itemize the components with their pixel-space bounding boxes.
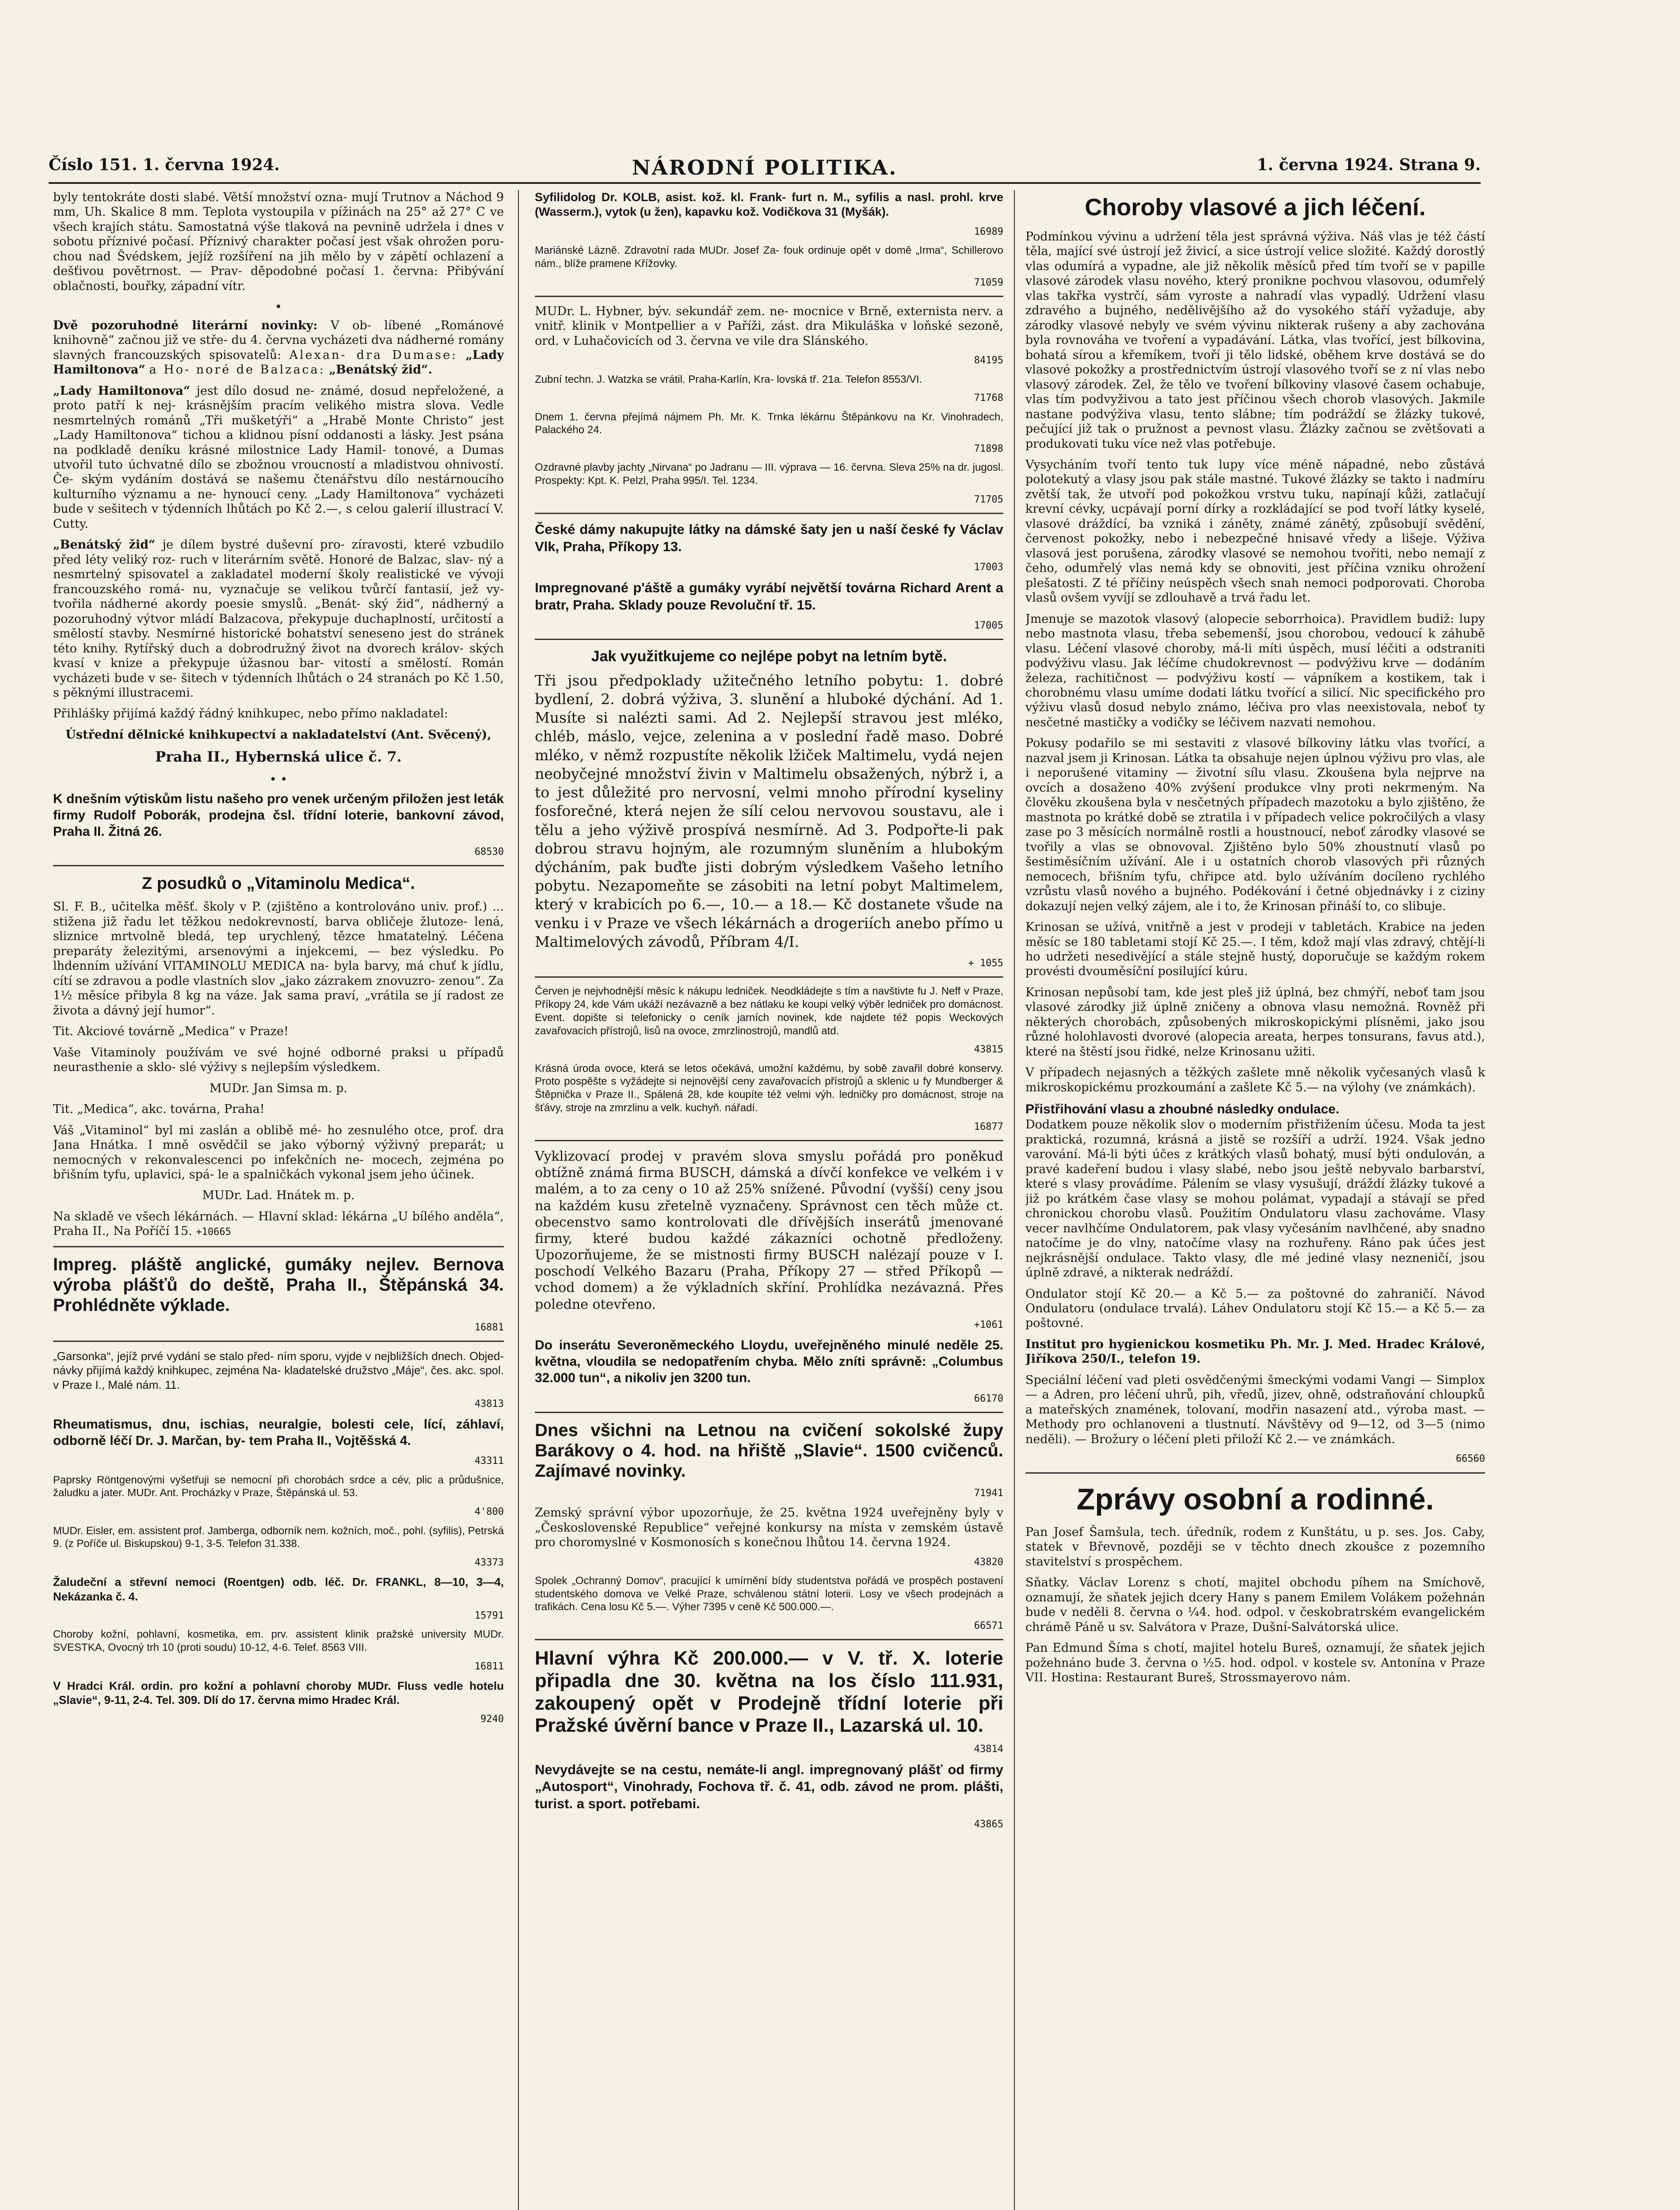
ad-rule bbox=[535, 1639, 1003, 1640]
separator-dot: • • bbox=[269, 773, 288, 787]
article-paragraph: Krinosan nepůsobí tam, kde jest pleš již úplná, bez chmýří, neboť tam jsou vlasové zárodky již úplně zničeny a obnova vlasu nemožná. Rovněž při některých chorobách, způsobených mikroskopickými plísněmi, jako jsou různé holohlavosti dvorové (alopecia areata, herpes tonsurans, favus atd.), které na štěstí jsou řidké, nelze Krinosanu užiti. bbox=[1025, 985, 1485, 1059]
ad-arent-code: 17005 bbox=[974, 620, 1003, 632]
column-divider bbox=[1014, 190, 1015, 2210]
vitaminol-addressee-1: Tit. Akciové továrně „Medica“ v Praze! bbox=[53, 1025, 289, 1039]
ad-lloyd bbox=[535, 1337, 1003, 1405]
ad-lednicky-code: 43815 bbox=[974, 1044, 1003, 1055]
ad-rheuma bbox=[53, 1416, 504, 1467]
ad-spolek bbox=[535, 1574, 1003, 1632]
ad-zaludecni-code: 15791 bbox=[474, 1610, 504, 1621]
ad-rontgen-text: Paprsky Röntgenovými vyšetřuji se nemocní při chorobách srdce a cév, plic a průdušnice, žaludku a jater. MUDr. Ant. Procházky v Praze, Štěpánská ul. 53. bbox=[53, 1474, 504, 1499]
ad-vyklizovaci-prodej: Vyklizovací prodej v pravém slova smyslu pořádá pro poněkud obtížně známá firma BUSCH, dámská a dívčí konfekce ve velkém i v malém, a to za ceny o 10 až 25% snížené. Původní (vyšší) ceny jsou na každém kusu zřetelně vyznačeny. Správnost cen těch může ct. obecenstvo samo kontrolovati dle dřívějších inserátů jmenované firmy, které budou každé zákazníci ochotně předloženy. Upozorňujeme, že se mistnosti firmy BUSCH nalézají pouze v I. poschodí Velkého Bazaru (Praha, Příkopy 27 — střed Příkopů — vchod domem) a že výkladních skříní. Prohlídka nezávazná. Přes poledne otevřeno. bbox=[535, 1148, 1003, 1312]
author-balzac: a Ho- noré de Balzaca: bbox=[149, 363, 325, 377]
ad-impreg-code: 16881 bbox=[474, 1322, 504, 1333]
ad-nirvana-text: Ozdravné plavby jachty „Nirvana“ po Jadranu — III. výprava — 16. června. Sleva 25% na dr. jugosl. Prospekty: Kpt. K. Pelzl, Praha 995/I. Tel. 1234. bbox=[535, 461, 1003, 487]
column-1 bbox=[53, 190, 504, 2210]
publisher-name: Ústřední dělnické knihkupectví a nakladatelství (Ant. Svěcený), bbox=[65, 728, 491, 742]
maltimel-text: Tři jsou předpoklady užitečného letního pobytu: 1. dobré bydlení, 2. dobrá výživa, 3. slunění a hluboké dýchání. Ad 1. Musíte si nalézti sami. Ad 2. Nejlepší stravou jest mléko, chléb, máslo, vejce, zelenina a v poslední řadě maso. Dobré mléko, v němž rozpustíte několik lžiček Maltimelu, vydá nejen neobyčejné množství živin v Maltimelu obsažených, nýbrž i, a to jest důležité pro nervosní, velmi mnoho přírodní kyseliny fosforečné, která nejen že sílí celou nervovou soustavu, ale i tělu a jeho výživě prospívá nesmírně. Ad 3. Podpořte-li pak dobrou stravu hojným, ale rozumným sluněním a hlubokým dýcháním, pak buďte jisti dobrým výsledkem Vašeho letního pobytu. Nezapomeňte se zásobiti na letní pobyt Maltimelem, který v krabicích po 6.—, 10.— a 18.— Kč dostanete všude na venku i v Praze ve všech lékárnách a drogeriích anebo přímo u Maltimelových závodů, Příbram 4/I. bbox=[535, 671, 1003, 950]
ad-rontgen-code: 4'800 bbox=[474, 1506, 504, 1518]
ad-hybner-code: 84195 bbox=[974, 355, 1003, 366]
ad-kolb-text: Syfilidolog Dr. KOLB, asist. kož. kl. Frank- furt n. M., syfilis a nasl. prohl. krve (Wasserm.), vytok (u žen), kapavku kož. Vodičkova 31 (Myšák). bbox=[535, 191, 1003, 219]
ad-slavie bbox=[535, 1420, 1003, 1499]
ondulace-paragraph: Dodatkem pouze několik slov o moderním přistřižením účesu. Moda ta jest praktická, rozumná, krásná a jistě se rozšíří a udrží. 1924. Však jedno varování. Má-li býti účes z krátkých vlasů bohatý, musí býti ondulován, a pravé kadeření budou i vlasy slabé, nebo jsou ještě nebyvalo barbarství, které s vlasy provádíme. Pálením se vlasy vysušují, dráždí žlázky tukové a již po krátkém čase vlasy se mohou polámat, vypadají a stávají se před chronickou chorobu vlasů. Použitím Ondulatoru vlasu zachováme. Vlasy vecer navlhčíme Ondulatorem, pak vlasy vyčesáním navlhčené, aby snadno natočíme je do vlny, natočíme vlasy na rozhuřeny. Ráno pak účes jest nejkrásnější ondulace. Takto vlasy, dle mé jediné vlasy nezneničí, jsou úplně zdravé, a nikterak nedráždí. bbox=[1025, 1118, 1485, 1280]
zpravy-paragraph: Sňatky. Václav Lorenz s chotí, majitel obchodu píhem na Smíchově, oznamují, že sňatek jejich dcery Hany s panem Emilem Volákem požehnán bude v neděli 8. června o ¼4. hod. odpol. v českobratrském evangelickém chrámě Páně u sv. Salvátora v Praze, Dušní-Salvátorská ulice. bbox=[1025, 1576, 1485, 1634]
ad-eisler-text: MUDr. Eisler, em. assistent prof. Jamberga, odborník nem. kožních, moč., pohl. (syfilis), Petrská 9. (z Poříče ul. Biskupskou) 9-1, 3-5. Telefon 31.338. bbox=[53, 1524, 504, 1550]
subscription-note: Přihlášky přijímá každý řádný knihkupec, nebo přímo nakladatel: bbox=[53, 707, 448, 721]
article-paragraph: Pokusy podařilo se mi sestaviti z vlasové bílkoviny látku vlas tvořící, a nazval jsem ji Krinosan. Látka ta obsahuje nejen úplnou výživu pro vlas, ale i neporušené vitaminy — životní sílu vlasu. Zkoušena byla nejprve na ovcích a dosaženo 40% zvýšení produkce vlny proti nekrmeným. Na člověku zkoušena byla v nesčetných případech mazotoku a bylo zjištěno, že mastnota po krátké době se ztratila i v případech velice pokročilých a vlasy zase po 3 měsících normálně rostli a houstnoucí, neboť zárodky vlasové se tvořily a vlas se obnovoval. Zjištěno bylo 50% zhoustnutí vlasů po šestiměsíčním užívání. Ale i u ostatních chorob vlasových při různých nemocech, břišním tyfu, chřipce atd. bylo užíváním docíleno rychlého vzrůstu vlasů nového a bujného. Podékování i četné objednávky i z ciziny dokazují nejen velký zájem, ale i to, že Krinosan přináší to, co slibuje. bbox=[1025, 736, 1485, 913]
ad-arent bbox=[535, 579, 1003, 632]
vitaminol-signature-1: MUDr. Jan Simsa m. p. bbox=[210, 1081, 347, 1095]
ad-ceske-damy-code: 17003 bbox=[974, 562, 1003, 573]
ad-lazne-code: 71059 bbox=[974, 277, 1003, 288]
ad-lekarna-code: 71898 bbox=[974, 443, 1003, 455]
ondulace-heading: Přistřihování vlasu a zhoubné následky ondulace. bbox=[1025, 1102, 1340, 1117]
ad-lekarna-text: Dnem 1. června přejímá nájmem Ph. Mr. K. Trnka lékárnu Štěpánkovu na Kr. Vinohradech, Palackého 24. bbox=[535, 411, 1003, 436]
vitaminol-addressee-2: Tit. „Medica“, akc. továrna, Praha! bbox=[53, 1102, 265, 1116]
book-title-zid: „Benátský žid“. bbox=[329, 363, 432, 377]
column-2 bbox=[535, 190, 1003, 2210]
vitaminol-signature-2: MUDr. Lad. Hnátek m. p. bbox=[202, 1189, 355, 1203]
vitaminol-code: +10665 bbox=[196, 1227, 231, 1238]
ad-lloyd-code: 66170 bbox=[974, 1393, 1003, 1404]
ad-zaludecni-text: Žaludeční a střevní nemoci (Roentgen) odb. léč. Dr. FRANKL, 8—10, 3—4, Nekázanka č. 4. bbox=[53, 1575, 504, 1603]
ad-rontgen bbox=[53, 1474, 504, 1518]
ad-spolek-code: 66571 bbox=[974, 1620, 1003, 1632]
ad-zaludecni bbox=[53, 1575, 504, 1622]
literary-news bbox=[53, 318, 504, 377]
header-masthead: NÁRODNÍ POLITIKA. bbox=[632, 156, 898, 179]
vitaminol-letter-2: Váš „Vitaminol“ byl mi zaslán a oblibě mé- ho zesnulého otce, prof. dra Jana Hnátka. I mně osvědčil se jako výborný výživný preparát; u nemocných v rekonvalescenci po infekčních ne- mocech, zejména po břišním tyfu, uplavici, spá- le a spalničkách vykonal jsem jeho účinek. bbox=[53, 1123, 504, 1181]
ad-hlavni-vyhra-text: Hlavní výhra Kč 200.000.— v V. tř. X. loterie připadla dne 30. května na los číslo 111.931, zakoupený opět v Prodejně třídní loterie při Pražské úvěrní bance v Praze II., Lazarská ul. 10. bbox=[535, 1647, 1003, 1737]
ad-hlavni-vyhra-code: 43814 bbox=[974, 1743, 1003, 1755]
ad-garsonka bbox=[53, 1349, 504, 1410]
institut-text: Speciální léčení vad pleti osvědčenými šmeckými vodami Vangi — Simplox — a Adren, pro léčení uhrů, pih, vředů, jizev, ohně, odstraňování chloupků a mateřských znamének, tolovaní, modřin nasazení atd., výroba mast. — Methody pro ochlanoveni a tlustnutí. Návštěvy od 9—12, od 3—5 (nimo neděli). — Brožury o léčení pleti přiloží Kč 2.— ve známkách. bbox=[1025, 1373, 1485, 1446]
ad-loterie-text: K dnešním výtiskům listu našeho pro venek určeným přiložen jest leták firmy Rudolf Poborák, prodejna čsl. třídní loterie, bankovní závod, Praha II. Žitná 26. bbox=[53, 791, 504, 839]
ad-choroby bbox=[53, 1628, 504, 1673]
ad-zubni-code: 71768 bbox=[974, 392, 1003, 404]
vitaminol-stockist-text: Na skladě ve všech lékárnách. — Hlavní sklad: lékárna „U bílého anděla“, Praha II., Na Poříčí 15. bbox=[53, 1209, 504, 1238]
benatsky-zid-paragraph bbox=[53, 537, 504, 700]
ad-slavie-code: 71941 bbox=[974, 1487, 1003, 1499]
article-title: Choroby vlasové a jich léčení. bbox=[1085, 194, 1426, 221]
ad-loterie-code: 68530 bbox=[474, 846, 504, 858]
ad-loterie bbox=[53, 791, 504, 858]
vitaminol-case: Sl. F. B., učitelka měšť. školy v P. (zjištěno a kontrolováno univ. prof.) ... stižena již řadu let těžkou nedokrevností, barva obličeje žlutoze- lená, sliznice mrtvolně bledá, tep urychlený, tězce hmatatelný. Léčena preparáty železitými, arsenovými a injekcemi, — bez výsledku. Po lhdenním užívání VITAMINOLU MEDICA na- byla barvy, má chuť k jídlu, cítí se zdravou a podle vlastních slov „jako zázrakem znovuzro- zenou“. Za 1½ měsíce přibyla 8 kg na váze. Jak sama praví, „vrátila se jí radost ze života a dávný její humor“. bbox=[53, 900, 504, 1017]
institut-name: Institut pro hygienickou kosmetiku Ph. Mr. J. Med. Hradec Králové, Jiříkova 250/I., telefon 19. bbox=[1025, 1337, 1485, 1366]
author-dumas: Alexan- dra Dumase: bbox=[289, 348, 458, 362]
ad-rule bbox=[53, 1341, 504, 1342]
ad-rule bbox=[53, 865, 504, 866]
ad-zemsky-code: 43820 bbox=[974, 1556, 1003, 1568]
ad-hlavni-vyhra bbox=[535, 1647, 1003, 1755]
ad-ceske-damy bbox=[535, 521, 1003, 573]
ad-spolek-text: Spolek „Ochranný Domov“, pracující k umírnění bídy studentstva pořádá ve prospěch postavení studentského domova ve Velké Praze, schválenou státní loterii. Losy ve všech prodejnách a trafikách. Cena losu Kč 5.—. Výher 7395 v ceně Kč 500.000.—. bbox=[535, 1574, 1003, 1613]
ad-zubni-text: Zubní techn. J. Watzka se vrátil. Praha-Karlín, Kra- lovská tř. 21a. Telefon 8553/VI. bbox=[535, 373, 922, 385]
ad-autosport-text: Nevydávejte se na cestu, nemáte-li angl. impregnovaný plášť od firmy „Autosport“, Vinohrady, Fochova tř. č. 41, odb. závod ne prom. plášti, turist. a sport. potřebami. bbox=[535, 1762, 1003, 1811]
ad-nirvana bbox=[535, 461, 1003, 506]
maltimel-title: Jak využitkujeme co nejlépe pobyt na letním bytě. bbox=[591, 648, 947, 665]
literary-news-intro: V ob- líbené „Románové knihovně“ začnou již ve stře- du 4. června vycházeti dva nádherné romány slavných francouzských spisovatelů: bbox=[53, 318, 504, 362]
article-paragraph: V případech nejasných a těžkých zašlete mně několik vyčesaných vlasů k mikroskopickému prozkoumání a zašlete Kč 5.— na výlohy (ve známkách). bbox=[1025, 1066, 1485, 1094]
vitaminol-title: Z posudků o „Vitaminolu Medica“. bbox=[142, 874, 415, 893]
ad-lloyd-text: Do inserátu Severoněmeckého Lloydu, uveřejněného minulé neděle 25. května, vloudila se nedopatřením chyba. Mělo zníti správně: „Columbus 32.000 tun“, a nikoliv jen 3200 tun. bbox=[535, 1338, 1003, 1386]
ad-rule bbox=[535, 639, 1003, 640]
header-issue: Číslo 151. 1. června 1924. bbox=[49, 156, 280, 174]
ondulace-paragraph: Ondulator stojí Kč 20.— a Kč 5.— za poštovné do zahraničí. Návod Ondulatoru (ondulace trvalá). Láhev Ondulatoru stojí Kč 15.— a Kč 5.— za poštovné. bbox=[1025, 1287, 1485, 1330]
separator-dot: • bbox=[275, 300, 282, 314]
ad-autosport-code: 43865 bbox=[974, 1819, 1003, 1830]
ad-hradec-text: V Hradci Král. ordin. pro kožní a pohlavní choroby MUDr. Fluss vedle hotelu „Slavie“, 9-11, 2-4. Tel. 309. Dlí do 17. června mimo Hradec Král. bbox=[53, 1679, 504, 1707]
ad-choroby-code: 16811 bbox=[474, 1661, 504, 1672]
benatsky-zid-text: je dílem bystré duševní pro- zíravosti, které vzbudilo před léty veliký roz- ruch v literárním světě. Honoré de Balzac, slav- ný a nesmrtelný spisovatel a zakladatel moderní školy realistické ve vývoji francouzského romá- nu, vyznačuje se velikou tvůrčí fantasií, jež vy- tvořila nádherné akordy poesie smyslů. „Benát- ský žid“, nádherný a pozoruhodný výtvor mládí Balzacova, překypuje duchaplností, určitostí a smělostí stavby. Nesmírné historické bohatství seneseno jest do stránek této knihy. Rytířský duch a dobrodružný život na dvorech králov- ských kvasí v knize a překypuje úžasnou bar- vitostí a smělostí. Román vycházeti bude v se- šitech v týdenních lhůtách o 24 stranách po Kč 1.50, s pěknými illustracemi. bbox=[53, 538, 504, 700]
article-paragraph: Jmenuje se mazotok vlasový (alopecie seborrhoica). Pravidlem budiž: lupy nebo mastnota vlasu, třeba sebemenší, jsou chorobou, vedoucí k záhubě vlasu. Léčení vlasové choroby, má-li míti úspěch, musí léčiti a odstraniti podvýživu vlasu. Jak léčíme chudokrevnost — podvýživu krve — dodáním železa, rachitičnost — podvýživu kostí — vápníkem a kostikem, tak i chorobnému vlasu umíme dodati látku tvořící a silicí. Nic specifického pro výživu vlasů dosud nebylo známo, léčiva pro vlas neexistovala, neboť ty nesčetné mastičky a vodičky se léčivem nazvati nemohou. bbox=[1025, 612, 1485, 729]
ad-ovoce-code: 16877 bbox=[974, 1121, 1003, 1132]
weather-report: byly tentokráte dosti slabé. Větší množství ozna- mují Trutnov a Náchod 9 mm, Uh. Skalice 8 mm. Teplota vystoupila v pížinách na 25° až 27° C ve všech krajích státu. Samostatná výše tlaková na pevnině udržela i dnes v sobotu příznivé počasí. Příznivý charakter počasí jest však ohrožen poru- chou nad Švédskem, jejíž rozšíření na jih mělo by v zápětí ochlazení a dešťivou povětrnost. — Prav- děpodobné počasí 1. června: Přibývání oblačnosti, bouřky, západní vítr. bbox=[53, 191, 504, 293]
ad-choroby-text: Choroby kožní, pohlavní, kosmetika, em. prv. assistent klinik pražské university MUDr. SVESTKA, Ovocný trh 10 (proti soudu) 10-12, 4-6. Telef. 8563 VIII. bbox=[53, 1628, 504, 1654]
book-title-lady: „Lady Hamiltonova“ bbox=[53, 348, 504, 377]
vitaminol-letter-1: Vaše Vitaminoly používám ve své hojné odborné praksi u případů neurasthenie a sklo- slé výživy s nejlepším výsledkem. bbox=[53, 1045, 504, 1075]
ad-rule bbox=[535, 976, 1003, 978]
ad-nirvana-code: 71705 bbox=[974, 494, 1003, 505]
ad-eisler-code: 43373 bbox=[474, 1557, 504, 1568]
ad-zubni bbox=[535, 373, 1003, 404]
ad-vyklizovaci-code: +1061 bbox=[974, 1319, 1003, 1330]
ad-hradec-code: 9240 bbox=[480, 1714, 504, 1725]
ad-hradec bbox=[53, 1679, 504, 1726]
ad-lekarna bbox=[535, 411, 1003, 455]
column-3 bbox=[1025, 190, 1485, 2210]
ad-autosport bbox=[535, 1761, 1003, 1831]
ad-eisler bbox=[53, 1524, 504, 1569]
lady-hamilton-text: jest dílo dosud ne- známé, dosud nepřeložené, a proto patří k nej- krásnějším pracím velikého mistra slova. Vedle nesmrtelných románů „Tři mušketýři“ a „Hrabě Monte Christo“ jest „Lady Hamiltonova“ tichou a klidnou písní oddanosti a lásky. Jest psána na podkladě deníku krásné milostnice Lady Hamil- tonové, a Dumas utvořil tuto úchvatné dílo se zbožnou vroucností a mladistvou ohnivostí. Če- ským vydáním dostává se našemu čtenářstvu dílo nestárnoucího kulturního významu a ne- hynoucí ceny. „Lady Hamiltonova“ vycházeti bude v sešitech v týdenních lhůtách po Kč 2.—, s celou galerií illustrací V. Cutty. bbox=[53, 384, 504, 531]
ad-ceske-damy-text: České dámy nakupujte látky na dámské šaty jen u naší české fy Václav Vlk, Praha, Příkopy 13. bbox=[535, 522, 1003, 554]
maltimel-code: + 1055 bbox=[968, 958, 1003, 969]
benatsky-zid-heading: „Benátský žid“ bbox=[53, 538, 156, 552]
ad-garsonka-code: 43813 bbox=[474, 1398, 504, 1410]
ad-rheuma-text: Rheumatismus, dnu, ischias, neuralgie, bolesti cele, lící, záhlaví, odborně léčí Dr. J. Marčan, by- tem Praha II., Vojtěšská 4. bbox=[53, 1417, 504, 1448]
article-paragraph: Podmínkou vývinu a udržení těla jest správná výživa. Náš vlas je též částí těla, mající své ústrojí jež živicí, a sice ústrojí velice složité. Každý dorostlý vlas odumírá a vypadne, ale již několik měsíců před tím tvoří se v papille vlasové zárodek vlasu nového, který pronikne pochvou vlasovou, odumřelý vlas takřka vystrčí, sám vyroste a nahradí vlas vypadlý. Udržení vlasu zdravého a bujného, nedělivějšího až do vysokého stáří vyžaduje, aby zárodky vlasové nebyly ve svém vývinu nikterak rušeny a aby zachována byla rovnováha ve tvoření a vypadávání. Látka, vlas tvořící, jest bílkovina, bohatá sírou a křemíkem, tvoří ji tělo lidské, oběhem krve dostává se do vlasové pokožky a prostřednictvím ústrojí vlasového tvoří se z ní vlas nebo vlasový zárodek. Zel, že tělo ve tvoření bílkoviny vlasové časem ochabuje, vlas tím podvyživou a tato jest příčinou všech chorob vlasových. Jakmile nastane podvýživa vlasu, tento slábne; tím podráždí se žlázky tukové, pečující již tak o pružnost a pevnost vlasu. Žlázky začnou se zvětšovati a produkovati tuku více než vlas potřebuje. bbox=[1025, 229, 1485, 451]
ad-arent-text: Impregnované p'áště a gumáky vyrábí největší továrna Richard Arent a bratr, Praha. Sklady pouze Revoluční tř. 15. bbox=[535, 580, 1003, 613]
column-divider bbox=[518, 190, 519, 2210]
article-paragraph: Vysycháním tvoří tento tuk lupy více méně nápadné, nebo zůstává polotekutý a vlasy jsou pak stále mastné. Tukové žlázky se takto i nadmíru zvětší tak, že utvoří pod pokožkou vrstvu tuku, napínají kůži, zatlačují krevní cévky, ucpávají porní dírky a rozkládající se pod tvoří látky kyselé, vlasové dráždící, ba vzniká i záněty, známé zánětý, způsobují svědění, červenost pokožky, nebo i nebezpečné hnisavé vředy a lišeje. Výživa vlasová jest porušena, zárodky vlasové se nemohou tvořiti, nebo nemají z čeho, odumřelý vlas nemá kdy se obnoviti, jest příčina vzniku ohrožení plešatosti. Z té příčiny neúspěch všech snah nemoci podporovati. Choroba vlasů ovšem vyvíjí se zdlouhavě a trvá řadu let. bbox=[1025, 457, 1485, 605]
header-rule bbox=[49, 182, 1481, 184]
section-rule bbox=[1025, 1472, 1485, 1474]
ad-garsonka-text: „Garsonka“, jejíž prvé vydání se stalo před- ním sporu, vyjde v nejbližších dnech. Objed- návky přijímá každý knihkupec, zejména Na- kladatelské družstvo „Máje“, čes. akc. spol. v Praze I., Malé nám. 11. bbox=[53, 1349, 504, 1391]
vitaminol-stockist bbox=[53, 1209, 504, 1239]
ad-kolb-code: 16989 bbox=[974, 226, 1003, 237]
ad-rheuma-code: 43311 bbox=[474, 1456, 504, 1467]
article-paragraph: Krinosan se užívá, vnitřně a jest v prodeji v tabletách. Krabice na jeden měsíc se 180 tabletami stojí Kč 25.—. I těm, kdož mají vlas zdravý, chtějí-li ho udržeti nesedivějící a stále stejně hustý, doporučuje se každým rokem provésti dvouměsíční posilující kúru. bbox=[1025, 920, 1485, 979]
ad-ovoce bbox=[535, 1062, 1003, 1133]
lady-hamilton-heading: „Lady Hamiltonova“ bbox=[53, 384, 190, 398]
zpravy-paragraph: Pan Josef Šamšula, tech. úředník, rodem z Kunštátu, u p. ses. Jos. Caby, statek v Břevnově, později se v těchto dnech zkoušce z pozemního stavitelství s prospěchem. bbox=[1025, 1525, 1485, 1569]
ad-lazne bbox=[535, 244, 1003, 289]
ad-lednicky-text: Červen je nejvhodnější měsíc k nákupu ledniček. Neodkládejte s tím a navštivte fu J. Neff v Praze, Příkopy 24, kde Vám ukáží nezávazně a bez nátlaku ke koupi velký výběr ledniček pro domácnost. Event. dopište si telefonicky o ceník jarních novinek, kde najdete též popis Weckových zavařovacích přístrojů, lisů na ovoce, zmrzlinostrojů, mandlů atd. bbox=[535, 985, 1003, 1037]
ad-impreg bbox=[53, 1254, 504, 1334]
ad-zemsky-vybor: Zemský správní výbor upozorňuje, že 25. května 1924 uveřejněny byly v „Československé Republice“ veřejné konkursy na místa v zemském ústavě pro choromyslné v Kosmonosích s konečnou lhůtou 14. června 1924. bbox=[535, 1506, 1003, 1550]
ad-lazne-text: Mariánské Lázně. Zdravotní rada MUDr. Josef Za- fouk ordinuje opět v domě „Irma“, Schillerovo nám., blíže pramene Křížovky. bbox=[535, 244, 1003, 270]
header-date-page: 1. června 1924. Strana 9. bbox=[1257, 156, 1481, 174]
ad-rule bbox=[535, 1412, 1003, 1413]
ad-rule bbox=[53, 1246, 504, 1247]
ad-rule bbox=[535, 513, 1003, 514]
ad-rule bbox=[535, 1140, 1003, 1141]
ad-slavie-text: Dnes všichni na Letnou na cvičení sokolské župy Barákovy o 4. hod. na hřiště „Slavie“. 1500 cvičenců. Zajímavé novinky. bbox=[535, 1420, 1003, 1481]
literary-news-title: Dvě pozoruhodné literární novinky: bbox=[53, 318, 318, 332]
ad-lednicky bbox=[535, 985, 1003, 1055]
ad-ovoce-text: Krásná úroda ovoce, která se letos očekává, umožní každému, by sobě zavařil dobré konservy. Proto pospěšte s vyžádejte si nejnovější ceny zavařovacích přístrojů a sklenic u fy Mundberger & Štěpnička v Praze II., Spálená 28, kde koupíte též velmi výh. ledničky pro domácnost, stroje na šťávy, stroje na zmrzlinu a velk. kuchyň. nářadí. bbox=[535, 1062, 1003, 1114]
zpravy-title: Zprávy osobní a rodinné. bbox=[1076, 1482, 1434, 1516]
ad-kolb bbox=[535, 190, 1003, 238]
ad-impreg-text: Impreg. pláště anglické, gumáky nejlev. Bernova výroba plášťů do deště, Praha II., Štěpánská 34. Prohlédněte výklade. bbox=[53, 1254, 504, 1315]
zpravy-paragraph: Pan Edmund Šíma s chotí, majitel hotelu Bureš, oznamují, že sňatek jejich požehnáno bude 3. června o ½5. hod. odpol. v kostele sv. Antonína v Praze VII. Hostina: Restaurant Bureš, Strossmayerovo nám. bbox=[1025, 1641, 1485, 1685]
ad-rule bbox=[535, 296, 1003, 297]
institut-code: 66560 bbox=[1455, 1453, 1485, 1465]
lady-hamilton-paragraph bbox=[53, 384, 504, 532]
ad-hybner: MUDr. L. Hybner, býv. sekundář zem. ne- mocnice v Brně, externista nerv. a vnitř. klinik v Montpellier a v Paříži, zást. dra Mikuláška v loňské sezoně, ord. v Luhačovicích od 3. června ve vile dra Slánského. bbox=[535, 304, 1003, 348]
publisher-address: Praha II., Hybernská ulice č. 7. bbox=[155, 748, 402, 766]
